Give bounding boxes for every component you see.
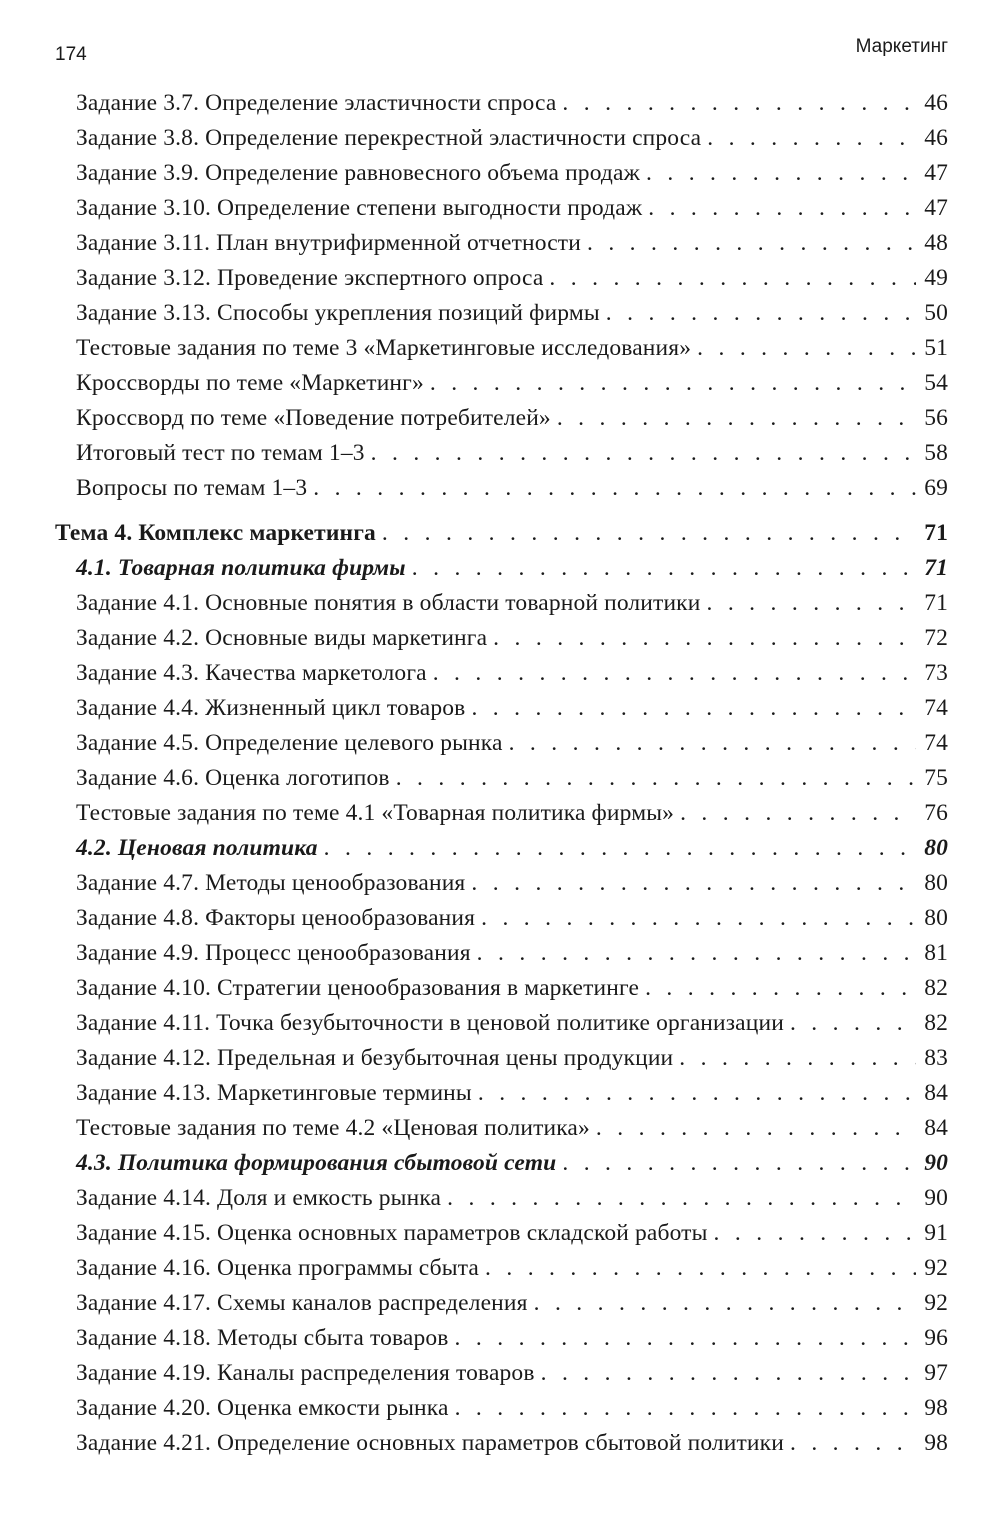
toc-entry-title: Задание 3.7. Определение эластичности спроса <box>76 90 557 116</box>
toc-entry-title: 4.2. Ценовая политика <box>76 835 318 861</box>
toc-entry <box>55 471 948 506</box>
toc-entry <box>55 156 948 191</box>
toc-page-number: 73 <box>924 660 948 686</box>
dot-leader <box>412 551 916 586</box>
toc-entry <box>55 796 948 831</box>
toc-entry-title: Тестовые задания по теме 4.1 «Товарная политика фирмы» <box>76 800 675 826</box>
toc-entry-title: Задание 4.1. Основные понятия в области товарной политики <box>76 590 701 616</box>
toc-entry-title: Задание 3.10. Определение степени выгодности продаж <box>76 195 643 221</box>
dot-leader <box>313 471 916 506</box>
toc-entry <box>55 296 948 331</box>
toc-entry-title: Задание 4.16. Оценка программы сбыта <box>76 1255 479 1281</box>
toc-page-number: 82 <box>924 975 948 1001</box>
toc-entry <box>55 1041 948 1076</box>
toc-entry <box>55 866 948 901</box>
toc-entry-title: Задание 4.20. Оценка емкости рынка <box>76 1395 449 1421</box>
toc-page-number: 49 <box>924 265 948 291</box>
toc-page-number: 92 <box>924 1290 948 1316</box>
toc-page-number: 84 <box>924 1115 948 1141</box>
toc-page-number: 98 <box>924 1395 948 1421</box>
toc-entry <box>55 1181 948 1216</box>
running-title: Маркетинг <box>855 36 948 57</box>
toc-entry-title: Кроссворды по теме «Маркетинг» <box>76 370 424 396</box>
toc-entry <box>55 1251 948 1286</box>
toc-entry-title: Задание 4.7. Методы ценообразования <box>76 870 466 896</box>
dot-leader <box>430 366 916 401</box>
toc-page-number: 51 <box>924 335 948 361</box>
toc-entry <box>55 936 948 971</box>
dot-leader <box>697 331 916 366</box>
toc-page-number: 46 <box>924 90 948 116</box>
toc-entry-title: Тестовые задания по теме 4.2 «Ценовая политика» <box>76 1115 590 1141</box>
toc-entry-title: Тема 4. Комплекс маркетинга <box>55 520 376 546</box>
toc-entry <box>55 401 948 436</box>
table-of-contents <box>55 86 948 1461</box>
toc-entry-title: Задание 4.9. Процесс ценообразования <box>76 940 471 966</box>
toc-entry <box>55 261 948 296</box>
toc-entry <box>55 436 948 471</box>
toc-page-number: 90 <box>924 1185 948 1211</box>
dot-leader <box>562 86 916 121</box>
toc-entry <box>55 971 948 1006</box>
toc-entry-title: 4.3. Политика формирования сбытовой сети <box>76 1150 557 1176</box>
toc-entry-title: Задание 4.12. Предельная и безубыточная цены продукции <box>76 1045 674 1071</box>
dot-leader <box>648 191 916 226</box>
toc-entry <box>55 1006 948 1041</box>
toc-entry-title: Задание 4.6. Оценка логотипов <box>76 765 390 791</box>
dot-leader <box>790 1426 916 1461</box>
toc-page-number: 46 <box>924 125 948 151</box>
toc-entry <box>55 1216 948 1251</box>
toc-subsection <box>55 551 948 586</box>
toc-entry <box>55 656 948 691</box>
toc-entry-title: Задание 4.2. Основные виды маркетинга <box>76 625 488 651</box>
dot-leader <box>471 866 916 901</box>
dot-leader <box>455 1321 916 1356</box>
toc-page-number: 56 <box>924 405 948 431</box>
toc-entry <box>55 86 948 121</box>
toc-entry <box>55 121 948 156</box>
toc-page-number: 48 <box>924 230 948 256</box>
toc-entry <box>55 191 948 226</box>
toc-entry <box>55 621 948 656</box>
dot-leader <box>645 971 916 1006</box>
toc-entry <box>55 1111 948 1146</box>
toc-entry <box>55 586 948 621</box>
dot-leader <box>478 1076 916 1111</box>
dot-leader <box>646 156 916 191</box>
toc-entry-title: Задание 4.21. Определение основных параметров сбытовой политики <box>76 1430 784 1456</box>
toc-entry-title: Задание 3.9. Определение равновесного объема продаж <box>76 160 640 186</box>
toc-page-number: 47 <box>924 160 948 186</box>
toc-page-number: 71 <box>924 590 948 616</box>
toc-entry-title: Итоговый тест по темам 1–3 <box>76 440 365 466</box>
toc-page-number: 80 <box>924 870 948 896</box>
toc-page-number: 76 <box>924 800 948 826</box>
toc-entry <box>55 331 948 366</box>
toc-entry <box>55 226 948 261</box>
toc-entry-title: Кроссворд по теме «Поведение потребителей» <box>76 405 551 431</box>
toc-page-number: 80 <box>924 835 948 861</box>
toc-page-number: 92 <box>924 1255 948 1281</box>
page-number: 174 <box>55 44 87 65</box>
toc-page-number: 75 <box>924 765 948 791</box>
toc-entry-title: Задание 4.4. Жизненный цикл товаров <box>76 695 466 721</box>
toc-page-number: 71 <box>924 555 948 581</box>
toc-page-number: 50 <box>924 300 948 326</box>
toc-page-number: 74 <box>924 730 948 756</box>
dot-leader <box>371 436 916 471</box>
dot-leader <box>396 761 916 796</box>
toc-entry-title: Задание 4.19. Каналы распределения товаров <box>76 1360 535 1386</box>
toc-page-number: 74 <box>924 695 948 721</box>
toc-entry-title: Задание 4.15. Оценка основных параметров складской работы <box>76 1220 708 1246</box>
toc-entry-title: Задание 4.14. Доля и емкость рынка <box>76 1185 442 1211</box>
toc-entry <box>55 1426 948 1461</box>
toc-entry <box>55 761 948 796</box>
dot-leader <box>534 1286 916 1321</box>
dot-leader <box>433 656 916 691</box>
toc-entry <box>55 1321 948 1356</box>
toc-entry-title: Вопросы по темам 1–3 <box>76 475 308 501</box>
toc-subsection <box>55 1146 948 1181</box>
page-header <box>0 0 1000 80</box>
toc-page-number: 58 <box>924 440 948 466</box>
toc-entry-title: Задание 4.18. Методы сбыта товаров <box>76 1325 449 1351</box>
toc-page-number: 47 <box>924 195 948 221</box>
toc-entry-title: Задание 3.8. Определение перекрестной эластичности спроса <box>76 125 702 151</box>
toc-entry <box>55 1076 948 1111</box>
toc-entry-title: Задание 4.5. Определение целевого рынка <box>76 730 503 756</box>
toc-page-number: 84 <box>924 1080 948 1106</box>
toc-entry <box>55 901 948 936</box>
toc-page-number: 54 <box>924 370 948 396</box>
dot-leader <box>557 401 916 436</box>
toc-page-number: 98 <box>924 1430 948 1456</box>
dot-leader <box>680 796 916 831</box>
dot-leader <box>509 726 916 761</box>
toc-page-number: 97 <box>924 1360 948 1386</box>
toc-page-number: 90 <box>924 1150 948 1176</box>
dot-leader <box>382 516 916 551</box>
toc-page-number: 72 <box>924 625 948 651</box>
toc-entry <box>55 1356 948 1391</box>
dot-leader <box>707 121 916 156</box>
toc-page-number: 80 <box>924 905 948 931</box>
dot-leader <box>447 1181 916 1216</box>
toc-entry <box>55 1391 948 1426</box>
dot-leader <box>471 691 916 726</box>
dot-leader <box>606 296 916 331</box>
dot-leader <box>679 1041 916 1076</box>
toc-entry <box>55 366 948 401</box>
dot-leader <box>324 831 916 866</box>
toc-section <box>55 516 948 551</box>
toc-page-number: 91 <box>924 1220 948 1246</box>
toc-page-number: 71 <box>924 520 948 546</box>
toc-entry-title: Задание 4.8. Факторы ценообразования <box>76 905 476 931</box>
toc-entry-title: Задание 3.12. Проведение экспертного опроса <box>76 265 544 291</box>
toc-entry-title: Задание 4.13. Маркетинговые термины <box>76 1080 472 1106</box>
toc-entry-title: Задание 4.10. Стратегии ценообразования в маркетинге <box>76 975 640 1001</box>
toc-entry-title: Задание 4.11. Точка безубыточности в ценовой политике организации <box>76 1010 784 1036</box>
toc-entry <box>55 726 948 761</box>
dot-leader <box>587 226 916 261</box>
toc-entry-title: Задание 4.3. Качества маркетолога <box>76 660 427 686</box>
dot-leader <box>493 621 916 656</box>
toc-page-number: 96 <box>924 1325 948 1351</box>
toc-entry <box>55 691 948 726</box>
dot-leader <box>477 936 916 971</box>
dot-leader <box>706 586 916 621</box>
toc-entry <box>55 1286 948 1321</box>
dot-leader <box>485 1251 916 1286</box>
toc-entry-title: Тестовые задания по теме 3 «Маркетинговые исследования» <box>76 335 692 361</box>
toc-entry-title: 4.1. Товарная политика фирмы <box>76 555 406 581</box>
dot-leader <box>596 1111 916 1146</box>
toc-entry-title: Задание 3.11. План внутрифирменной отчетности <box>76 230 581 256</box>
toc-page-number: 83 <box>924 1045 948 1071</box>
toc-page-number: 81 <box>924 940 948 966</box>
dot-leader <box>549 261 916 296</box>
dot-leader <box>562 1146 916 1181</box>
toc-entry-title: Задание 3.13. Способы укрепления позиций фирмы <box>76 300 600 326</box>
dot-leader <box>541 1356 916 1391</box>
toc-page-number: 69 <box>924 475 948 501</box>
dot-leader <box>790 1006 916 1041</box>
toc-page-number: 82 <box>924 1010 948 1036</box>
toc-subsection <box>55 831 948 866</box>
dot-leader <box>714 1216 916 1251</box>
toc-entry-title: Задание 4.17. Схемы каналов распределения <box>76 1290 528 1316</box>
dot-leader <box>455 1391 916 1426</box>
dot-leader <box>481 901 916 936</box>
